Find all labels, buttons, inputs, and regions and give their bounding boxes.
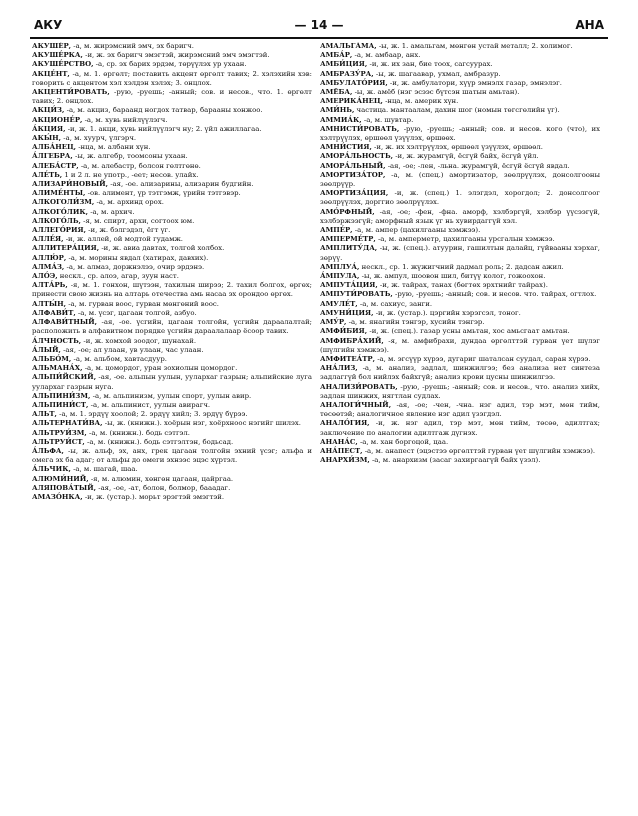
- entry-definition: -я, м. алюмин, хөнгөн цагаан, цайргаа.: [88, 474, 234, 483]
- entry-definition: -а, м. (книжн.). бодь сэтгэл.: [86, 428, 190, 437]
- entry-headword: АЛФАВИ́Т,: [32, 308, 76, 317]
- dictionary-entry: [320, 125, 600, 143]
- entry-definition: -ы, ж. шагаавар, ухмал, амбразур.: [373, 69, 501, 78]
- dictionary-entry: [320, 290, 600, 299]
- entry-headword: АЛМА́З,: [32, 262, 65, 271]
- entry-definition: -а, м. алмаз, доржнэлээ, очир эрдэнэ.: [64, 262, 205, 271]
- entry-headword: АНАЛОГИ́ЧНЫЙ,: [320, 400, 392, 409]
- dictionary-entry: [320, 419, 600, 437]
- entry-definition: -ы, ж. альф, эх, анх, грек цагаан толгойн эхний үсэг; альфа и омега эх ба адаг; от альфы до омеги эхнээс эцэс хүртэл.: [32, 446, 312, 465]
- dictionary-entry: [32, 88, 312, 106]
- entry-headword: А́ЛЫЙ,: [32, 345, 61, 354]
- entry-headword: АМБА́Р,: [320, 51, 353, 60]
- dictionary-entry: [320, 152, 600, 161]
- entry-headword: А́ЛГЕБРА,: [32, 152, 73, 161]
- dictionary-entry: [32, 198, 312, 207]
- entry-definition: -а, м. анализ, задлал, шинжилгээ; без анализа нет синтеза задлаггүй бол нийлэх байхгүй; анализ крови цусны шинжилгээ.: [320, 364, 600, 382]
- dictionary-entry: [320, 263, 600, 272]
- entry-definition: -ы, ж. амёб (нэг эсээс бүтсэн шатын амьтан).: [352, 88, 520, 97]
- entry-definition: -а, м. 1. эрдүү хоолой; 2. эрдүү хийл; 3. эрдүү бүрээ.: [56, 410, 248, 419]
- entry-headword: АЛЬПИНИ́СТ,: [32, 400, 89, 409]
- entry-headword: АЛБА́НЕЦ,: [32, 143, 77, 152]
- entry-definition: -а, м. ампер (цахилгааны хэмжээ).: [352, 226, 481, 235]
- entry-definition: -и, ж. (устар.). цэргийн хэрэгсэл, тоног.: [373, 308, 521, 317]
- entry-definition: -а, м. амбаар, анх.: [352, 51, 421, 60]
- entry-headword: АЛТА́РЬ,: [32, 281, 68, 290]
- entry-definition: -рую, -руешь; -анный; сов. и несов. что. тайрах, огтлох.: [392, 290, 597, 299]
- dictionary-entry: [320, 226, 600, 235]
- dictionary-entry: [320, 70, 600, 79]
- dictionary-entry: [32, 493, 312, 502]
- entry-definition: -а, м. 1. өргөлт; поставить акцент өргөлт тавих; 2. хэлэхийн хэв: говорить с акцентом хэл хэлдэн хэлэх; 3. онцлох.: [32, 69, 312, 87]
- entry-headword: АМНИСТИ́РОВАТЬ,: [320, 124, 400, 133]
- entry-definition: -а, м. хувь нийлүүлэгч.: [82, 115, 168, 124]
- entry-definition: -а, ср. эх барих эрдэм, төрүүлэх ур ухаан.: [93, 60, 247, 69]
- dictionary-entry: [32, 364, 312, 373]
- entry-definition: -а, м. анархизм (засаг захиргаагүй байх үзэл).: [369, 456, 541, 465]
- entry-definition: -а, м. альпинист, уулын авирагч.: [88, 400, 211, 409]
- dictionary-entry: [32, 60, 312, 69]
- dictionary-entry: [32, 419, 312, 428]
- entry-headword: АЛЛИТЕРА́ЦИЯ,: [32, 244, 100, 253]
- entry-headword: АЛЕБА́СТР,: [32, 161, 79, 170]
- left-column: [32, 42, 312, 802]
- dictionary-entry: [320, 456, 600, 465]
- entry-headword: АЛФАВИ́ТНЫЙ,: [32, 318, 98, 327]
- entry-headword: АМО́РФНЫЙ,: [320, 207, 375, 216]
- entry-headword: АМУЛЕ́Т,: [320, 299, 358, 308]
- dictionary-entry: [320, 171, 600, 189]
- dictionary-entry: [32, 309, 312, 318]
- dictionary-entry: [32, 162, 312, 171]
- dictionary-entry: [320, 88, 600, 97]
- entry-headword: АМУ́Р,: [320, 318, 347, 327]
- entry-headword: А́КЦИЯ,: [32, 124, 66, 133]
- entry-definition: -а, м. шагай, шаа.: [70, 465, 138, 474]
- entry-headword: АЛКОГО́ЛЬ,: [32, 216, 81, 225]
- dictionary-entry: [32, 410, 312, 419]
- entry-definition: -а, м. цомордог, уран зохиолын цомордог.: [82, 364, 238, 373]
- entry-definition: -ы, ж. ампул, шоовон шил, битүү колог, гожоохон.: [359, 272, 546, 281]
- entry-headword: АЛКОГО́ЛИК,: [32, 207, 89, 216]
- entry-definition: -а, м. үсэг, цагаан толгой, азбуо.: [75, 308, 197, 317]
- entry-definition: -а, м. эгсүүр хүрээ, дугариг шаталсан суудал, саран хүрээ.: [375, 354, 591, 363]
- entry-definition: -и, ж. амбулатори, хүүр эмнэлх газар, эмнэлэг.: [387, 78, 562, 87]
- entry-definition: -а, м. альбом, хавтасдуур.: [71, 354, 167, 363]
- dictionary-entry: [32, 217, 312, 226]
- entry-definition: -я, м. 1. гонхон, шүтээн, тахилын ширээ; 2. тахил болгох, өргөх; принести свою жизнь на алтарь отечества амь насаа эх орондоо өргөх.: [32, 281, 312, 299]
- entry-headword: АКУШЕ́РСТВО,: [32, 60, 94, 69]
- entry-headword: АКЦИ́З,: [32, 106, 65, 115]
- entry-definition: -а, м. амперметр, цахилгааны урсгалын хэмжээ.: [375, 235, 555, 244]
- dictionary-entry: [32, 438, 312, 447]
- entry-headword: АМОРТИЗА́ЦИЯ,: [320, 189, 389, 198]
- entry-headword: АЛЮМИ́НИЙ,: [32, 474, 89, 483]
- dictionary-entry: [32, 346, 312, 355]
- dictionary-entry: [32, 373, 312, 391]
- entry-definition: -а, м. архич.: [88, 207, 135, 216]
- entry-headword: АЛЛЮ́Р,: [32, 253, 67, 262]
- entry-definition: -а, м. алебастр, болсон гөлтгөнө.: [78, 161, 201, 170]
- entry-definition: -и, ж. журамгүй, ёсгүй байх, ёсгүй үйл.: [393, 152, 539, 161]
- header-rule: [30, 37, 608, 39]
- entry-definition: -а, м. (книжн.). бодь сэтгэлтэн, бодьсад.: [84, 437, 234, 446]
- dictionary-entry: [32, 272, 312, 281]
- dictionary-entry: [32, 263, 312, 272]
- entry-definition: -я, м. амфибрахи, дундаа өргөлттэй гурван үет шүлэг (шүлгийн хэмжээ).: [320, 336, 600, 354]
- dictionary-entry: [32, 152, 312, 161]
- entry-headword: АКУШЕ́Р,: [32, 42, 72, 50]
- entry-definition: -а, м. (спец.) амортизатор, зөөлрүүлэх, донсолгооны зөөлрүүр.: [320, 170, 600, 189]
- entry-definition: -ая, -ое, -ат, болон, болмор, бааадаг.: [96, 483, 231, 492]
- entry-headword: АМПЛИТУ́ДА,: [320, 244, 378, 253]
- entry-headword: АКЫ́Н,: [32, 134, 62, 143]
- entry-headword: АЛО́Э,: [32, 272, 58, 281]
- entry-definition: -и, ж. бэлгэдэл, ёгт үг.: [85, 226, 171, 235]
- dictionary-entry: [320, 401, 600, 419]
- entry-headword: АКЦЕНТИ́РОВАТЬ,: [32, 88, 110, 97]
- entry-headword: АЛЬТЕРНАТИ́ВА,: [32, 419, 103, 428]
- entry-definition: -и, ж. их хэлтрүүлэх, өршөөл үзүүлэх, өршөөл.: [371, 143, 543, 152]
- entry-headword: АЛИЗАРИ́НОВЫЙ,: [32, 180, 109, 189]
- entry-headword: АМЁБА,: [320, 88, 353, 97]
- entry-headword: АМОРА́ЛЬНОСТЬ,: [320, 152, 394, 161]
- entry-headword: АНАНА́С,: [320, 437, 358, 446]
- entry-definition: -и, ж. хомхой зоодог, шунахай.: [81, 336, 197, 345]
- dictionary-entry: [32, 281, 312, 299]
- entry-headword: АЛЛЕГО́РИЯ,: [32, 226, 86, 235]
- entry-headword: АМУНИ́ЦИЯ,: [320, 308, 374, 317]
- entry-headword: АНА́ЛИЗ,: [320, 364, 358, 373]
- dictionary-entry: [32, 226, 312, 235]
- entry-headword: АЛЯПОВА́ТЫЙ,: [32, 483, 97, 492]
- entry-headword: АЛЬТРУИ́СТ,: [32, 437, 85, 446]
- entry-definition: -и, ж. эх баригч эмэгтэй, жирэмсний эмч эмэгтэй.: [82, 51, 270, 60]
- dictionary-entry: [32, 180, 312, 189]
- entry-definition: нескл., ср. 1. жүжигчний дадмал роль; 2. дадсан ажил.: [359, 262, 564, 271]
- entry-headword: А́ЛЬФА,: [32, 446, 64, 455]
- entry-definition: 1 и 2 л. не употр., -еет; несов. улайх.: [62, 170, 199, 179]
- entry-definition: -а, м. морины явдал (хатирах, давхих).: [66, 253, 209, 262]
- entry-definition: -а, м. альпинизм, уулын спорт, уулын авир.: [90, 391, 252, 400]
- entry-headword: АМАЛЬГА́МА,: [320, 42, 377, 50]
- entry-definition: -ая, -ое. альпын уулын, уулархаг газрын; альпийские луга уулархаг газрын нуга.: [32, 373, 312, 391]
- dictionary-entry: [32, 254, 312, 263]
- dictionary-entry: [320, 337, 600, 355]
- left-guide-word: АКУ: [34, 18, 63, 32]
- entry-headword: АМЕРИКА́НЕЦ,: [320, 97, 383, 106]
- entry-definition: -ая, -ое; -лен, -льна. журамгүй, ёсгүй ёсгүй явдал.: [385, 161, 570, 170]
- entry-headword: АМПЛУА́,: [320, 262, 360, 271]
- entry-headword: АЛЕ́ТЬ,: [32, 170, 63, 179]
- entry-definition: -а, м. сахиус, занги.: [357, 299, 433, 308]
- dictionary-entry: [320, 60, 600, 69]
- entry-definition: -ы, ж. (книжн.). хоёрын нэг, хоёрхноос нэгийг шилэх.: [102, 419, 301, 428]
- entry-headword: АКУШЕ́РКА,: [32, 51, 83, 60]
- entry-headword: АЛЬБО́М,: [32, 354, 72, 363]
- entry-headword: А́ЛЧНОСТЬ,: [32, 336, 82, 345]
- right-guide-word: АНА: [575, 18, 604, 32]
- entry-definition: -и, ж. их зан, бие тоох, сагсуурах.: [367, 60, 493, 69]
- entry-definition: -и, ж. аллей, ой модтой гудамж.: [63, 235, 183, 244]
- entry-definition: -ая, -ое; ал улаан, ув улаан, час улаан.: [60, 345, 204, 354]
- entry-definition: частица. мантаалам, дахин шог (номын төгсгөлийн үг).: [354, 106, 560, 115]
- dictionary-entry: [32, 392, 312, 401]
- entry-headword: АКЦЕ́НТ,: [32, 69, 70, 78]
- dictionary-entry: [320, 355, 600, 364]
- entry-headword: АЛЬТ,: [32, 410, 57, 419]
- dictionary-entry: [320, 79, 600, 88]
- entry-headword: АНАЛО́ГИЯ,: [320, 419, 370, 428]
- dictionary-entry: [320, 208, 600, 226]
- entry-headword: АМОРА́ЛЬНЫЙ,: [320, 161, 386, 170]
- dictionary-entry: [32, 125, 312, 134]
- page-number: — 14 —: [294, 18, 344, 32]
- entry-definition: нескл., ср. алоэ, агар, зуун наст.: [57, 272, 179, 281]
- entry-definition: -а, м. акциз, бараанд ногдох татвар, барааны хонжоо.: [64, 106, 263, 115]
- entry-definition: -нца, м. америк хүн.: [382, 97, 459, 106]
- entry-headword: А́МПУЛА,: [320, 272, 360, 281]
- entry-definition: -ая, -ое; -чен, -чна. нэг адил, тэр мэт, мөн тийм, төсөөтэй; аналогичное явление нэг адил үзэгдэл.: [320, 400, 600, 419]
- entry-headword: АМФИБРА́ХИЙ,: [320, 336, 384, 345]
- dictionary-entry: [32, 244, 312, 253]
- entry-definition: -ая, -ое. үсгийн, цагаан толгойн, үсгийн дараалалтай; расположить в алфавитном порядке үсгийн дараалалаар ёсоор тавих.: [32, 318, 312, 336]
- entry-headword: АЛЬМАНА́Х,: [32, 364, 83, 373]
- dictionary-entry: [32, 429, 312, 438]
- dictionary-entry: [32, 171, 312, 180]
- entry-headword: АМПЕ́Р,: [320, 226, 353, 235]
- entry-headword: АМПУТИ́РОВАТЬ,: [320, 290, 393, 299]
- dictionary-entry: [32, 447, 312, 465]
- dictionary-entry: [320, 364, 600, 382]
- dictionary-entry: [32, 116, 312, 125]
- entry-definition: -а, м. янагийн тэнгэр, хусийн тэнгэр.: [346, 318, 485, 327]
- entry-headword: АМБИ́ЦИЯ,: [320, 60, 368, 69]
- dictionary-entry: [32, 475, 312, 484]
- dictionary-entry: [32, 318, 312, 336]
- dictionary-entry: [32, 355, 312, 364]
- dictionary-entry: [32, 70, 312, 88]
- entry-headword: А́ЛЬЧИК,: [32, 465, 71, 474]
- entry-definition: -и, ж. тайрах, танах (бөгтөх эрхтнийг тайрах).: [377, 281, 548, 290]
- entry-definition: -нца, м. албани хүн.: [76, 143, 151, 152]
- entry-definition: -ы, ж. алгебр, тоомсоны ухаан.: [72, 152, 188, 161]
- entry-definition: -и, ж. 1. акци, хувь нийлүүлэгч ну; 2. үйл ажиллагаа.: [65, 124, 262, 133]
- entry-definition: -рую, -руешь; -анный; сов. и несов., что. анализ хийх, задлан шинжих, нягтлан судлах.: [320, 382, 600, 400]
- entry-headword: АМФИТЕА́ТР,: [320, 354, 375, 363]
- entry-definition: -а, м. гурван воос, гурван мөнгөний воос.: [66, 299, 219, 308]
- dictionary-entry: [320, 300, 600, 309]
- right-column: [320, 42, 600, 802]
- entry-headword: АЛЬПИНИ́ЗМ,: [32, 391, 91, 400]
- dictionary-entry: [320, 327, 600, 336]
- entry-definition: -а, м. анапест (эцэстээ өргөлттэй гурван үет шүлгийн хэмжээ).: [362, 446, 596, 455]
- entry-definition: -а, м. жирэмсний эмч, эх баригч.: [71, 42, 194, 50]
- entry-headword: АМПУТА́ЦИЯ,: [320, 281, 378, 290]
- entry-definition: -а, м. хан боргоцой, цаа.: [357, 437, 449, 446]
- dictionary-entry: [320, 244, 600, 262]
- entry-headword: АМОРТИЗА́ТОР,: [320, 170, 386, 179]
- entry-headword: АМНИ́СТИЯ,: [320, 143, 372, 152]
- entry-definition: -и, ж. (спец.). газар усны амьтан, хос амьсгаат амьтан.: [367, 327, 570, 336]
- dictionary-entry: [320, 447, 600, 456]
- dictionary-entry: [320, 162, 600, 171]
- dictionary-entry: [32, 337, 312, 346]
- entry-headword: АМБРАЗУ́РА,: [320, 69, 374, 78]
- entry-headword: АНА́ПЕСТ,: [320, 446, 363, 455]
- entry-headword: АММИА́К,: [320, 115, 362, 124]
- entry-definition: -ы, ж. (спец.). атуурин, гашилтын далайц, гүйвааны хэрхаг, зөрүү.: [320, 244, 600, 262]
- entry-definition: -я, м. спирт, архи, согтоох юм.: [80, 216, 195, 225]
- dictionary-entry: [320, 438, 600, 447]
- entry-definition: -и, ж. авиа давтах, толгой холбох.: [99, 244, 225, 253]
- dictionary-entry: [320, 42, 600, 51]
- entry-definition: -и, ж. (спец.) 1. элэгдэл, хорогдол; 2. донсолгоог зөөлрүүлэх, дорггио зөөлрүүлэх.: [320, 189, 600, 207]
- dictionary-entry: [32, 42, 312, 51]
- entry-headword: АМАЗО́НКА,: [32, 492, 83, 501]
- dictionary-entry: [320, 106, 600, 115]
- dictionary-entry: [32, 484, 312, 493]
- entry-headword: АНАРХИ́ЗМ,: [320, 456, 370, 465]
- entry-headword: АЛЬПИ́ЙСКИЙ,: [32, 373, 97, 382]
- entry-headword: АЛКОГОЛИ́ЗМ,: [32, 198, 95, 207]
- dictionary-entry: [320, 383, 600, 401]
- entry-headword: АНАЛИЗИ́РОВАТЬ,: [320, 382, 398, 391]
- dictionary-entry: [32, 134, 312, 143]
- dictionary-entry: [32, 465, 312, 474]
- entry-headword: АЛТЫ́Н,: [32, 299, 67, 308]
- dictionary-entry: [32, 300, 312, 309]
- dictionary-entry: [320, 116, 600, 125]
- entry-definition: -а, м. шувтар.: [361, 115, 414, 124]
- dictionary-entry: [320, 318, 600, 327]
- entry-definition: -и, ж. нэг адил, тэр мэт, мөн тийм, төсөө, адилтгах; заключение по аналогии адилтгаж дүгнэх.: [320, 419, 600, 437]
- entry-definition: -ов. алимент, үр тэтгэмж, үрийн тэтгэвэр.: [85, 189, 241, 198]
- entry-headword: АМФИ́БИЯ,: [320, 327, 368, 336]
- entry-definition: -и, ж. (устар.). морьт эрэгтэй эмэгтэй.: [82, 492, 225, 501]
- entry-headword: АМПЕРМЕ́ТР,: [320, 235, 376, 244]
- entry-headword: АМБУЛАТО́РИЯ,: [320, 78, 388, 87]
- entry-definition: -рую, -руешь; -анный; сов. и несов., что. 1. өргөлт тавих; 2. онцлох.: [32, 88, 312, 106]
- entry-definition: -а, м. архинд орох.: [94, 198, 164, 207]
- page-header: [28, 18, 610, 36]
- dictionary-entry: [320, 309, 600, 318]
- dictionary-entry: [320, 272, 600, 281]
- entry-definition: -а, м. хуурч, үлгэрч.: [61, 134, 137, 143]
- entry-headword: АМИ́НЬ,: [320, 106, 355, 115]
- entry-headword: АКЦИОНЕ́Р,: [32, 115, 83, 124]
- dictionary-entry: [32, 106, 312, 115]
- entry-definition: -ая, -ое. ализарины, ализарин будгийн.: [108, 180, 254, 189]
- entry-headword: АЛЛЕ́Я,: [32, 235, 64, 244]
- entry-definition: -рую, -руешь; -анный; сов. и несов. кого (что), их хэлтрүүлэх, өршөөл үзүүлэх, өршөөх.: [320, 124, 600, 143]
- dictionary-entry: [32, 401, 312, 410]
- entry-definition: -ая, -ое; -фен, -фна. аморф, хэлбэргүй, хэлбэр үүсээгүй, хэлбэржээгүй; аморфный язык үг нь хувирдаггүй хэл.: [320, 207, 600, 225]
- dictionary-entry: [320, 189, 600, 207]
- entry-definition: -ы, ж. 1. амальгам, мөнгөн устай металл; 2. холимог.: [376, 42, 573, 50]
- dictionary-entry: [32, 208, 312, 217]
- entry-headword: АЛЬТРУИ́ЗМ,: [32, 428, 87, 437]
- entry-headword: АЛИМЕ́НТЫ,: [32, 189, 86, 198]
